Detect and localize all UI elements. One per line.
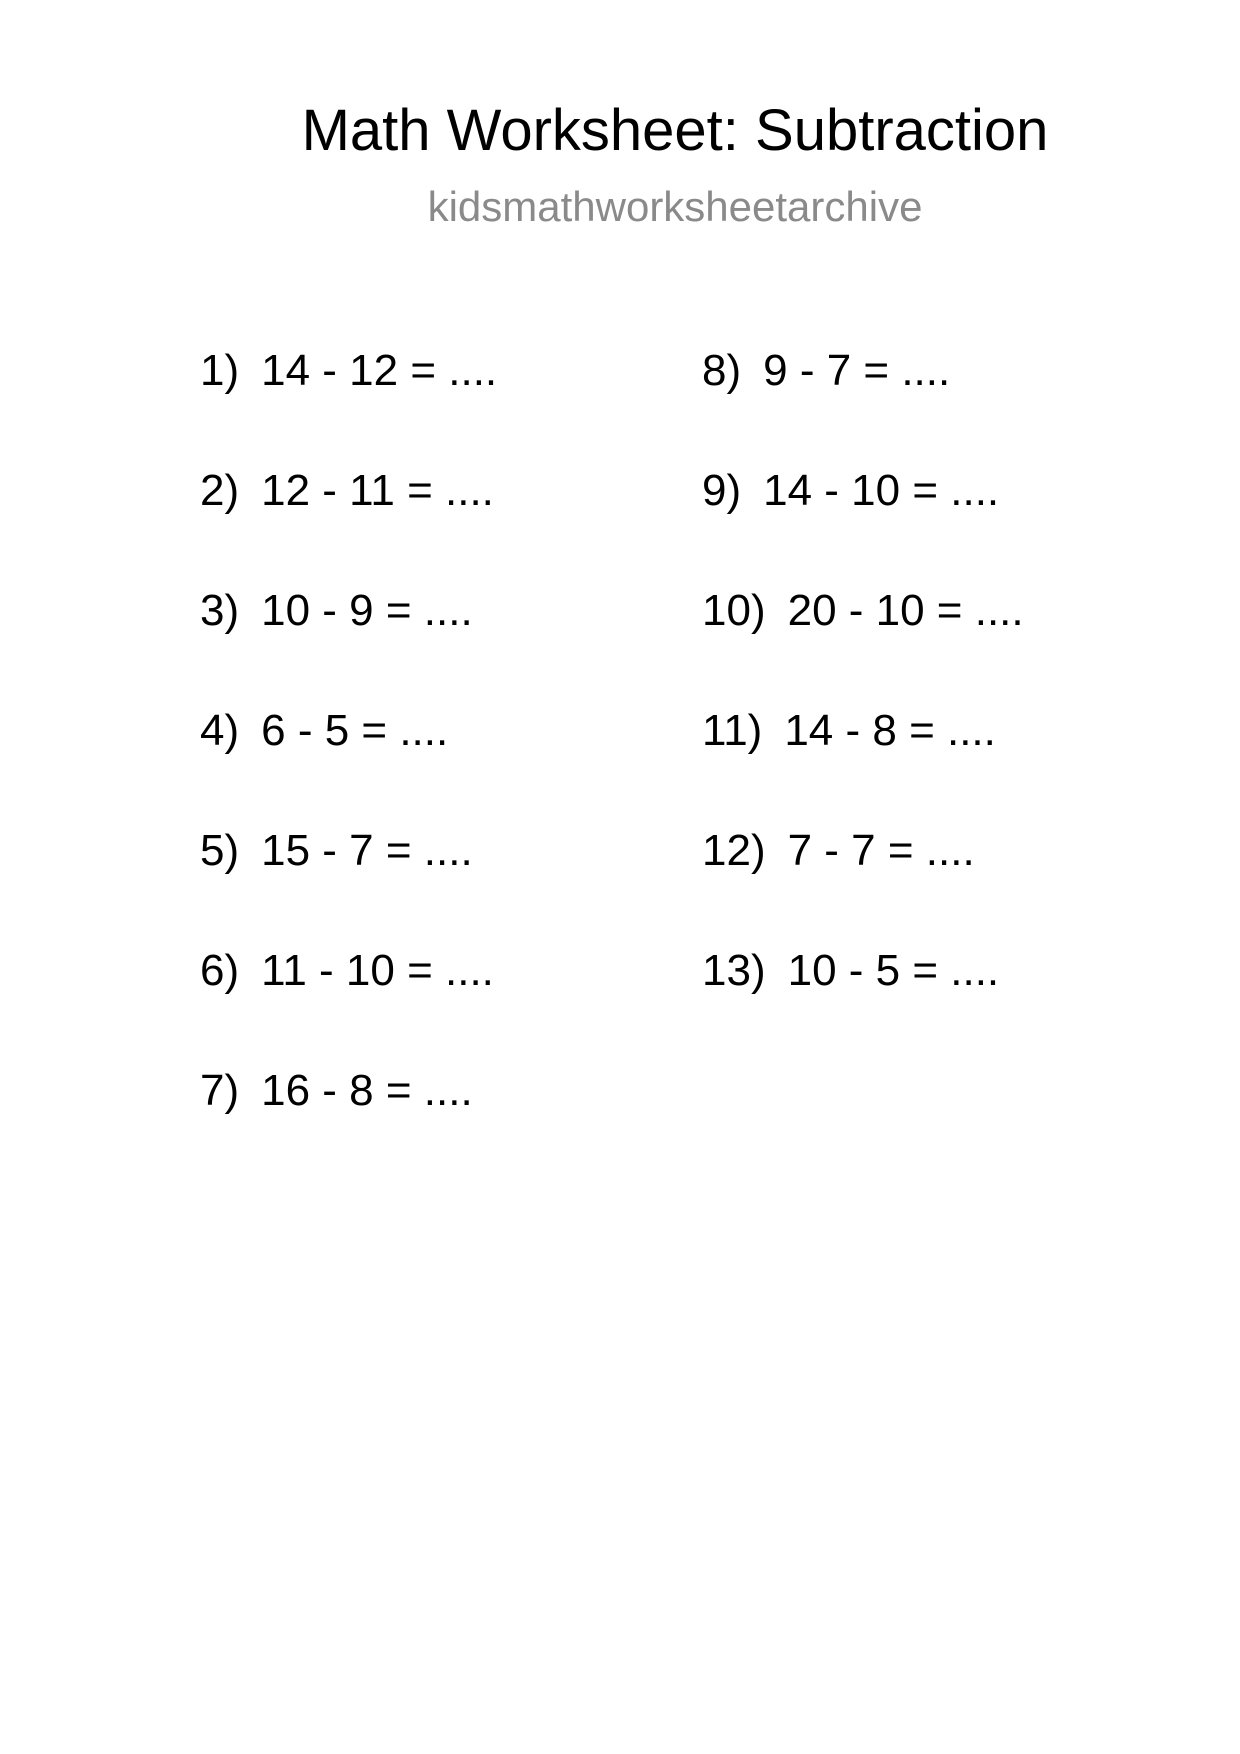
problem-expression: 11 - 10 = .... [261,946,494,995]
problem-1 [200,345,497,465]
problem-13 [702,945,1024,1065]
problem-number: 11) [702,706,763,755]
problem-number: 4) [200,706,240,755]
problem-number: 12) [702,826,766,875]
problem-number: 10) [702,586,766,635]
problem-8 [702,345,1024,465]
page-title: Math Worksheet: Subtraction [301,98,1049,163]
problem-expression: 14 - 8 = .... [784,706,996,755]
problem-expression: 16 - 8 = .... [261,1066,473,1115]
problem-number: 3) [200,586,240,635]
problem-number: 8) [702,346,742,395]
problem-6 [200,945,497,1065]
problem-number: 9) [702,466,742,515]
problem-2 [200,465,497,585]
problem-expression: 20 - 10 = .... [787,586,1024,635]
problem-expression: 14 - 12 = .... [261,346,498,395]
problem-expression: 9 - 7 = .... [763,346,951,395]
problem-number: 2) [200,466,240,515]
problem-10 [702,585,1024,705]
problem-number: 13) [702,946,766,995]
problem-expression: 6 - 5 = .... [261,706,449,755]
page-subtitle: kidsmathworksheetarchive [427,183,923,230]
problem-11 [702,705,1024,825]
problem-expression: 14 - 10 = .... [763,466,1000,515]
problem-expression: 15 - 7 = .... [261,826,473,875]
problem-number: 5) [200,826,240,875]
problem-3 [200,585,497,705]
problem-12 [702,825,1024,945]
problem-number: 7) [200,1066,240,1115]
problem-5 [200,825,497,945]
problem-7 [200,1065,497,1185]
problem-expression: 10 - 5 = .... [787,946,1000,995]
problem-number: 1) [200,346,240,395]
problem-column-right [702,345,1024,1065]
problem-expression: 7 - 7 = .... [787,826,975,875]
problem-number: 6) [200,946,240,995]
problem-expression: 10 - 9 = .... [261,586,473,635]
problem-expression: 12 - 11 = .... [261,466,494,515]
problem-column-left [200,345,497,1185]
problem-9 [702,465,1024,585]
problem-4 [200,705,497,825]
